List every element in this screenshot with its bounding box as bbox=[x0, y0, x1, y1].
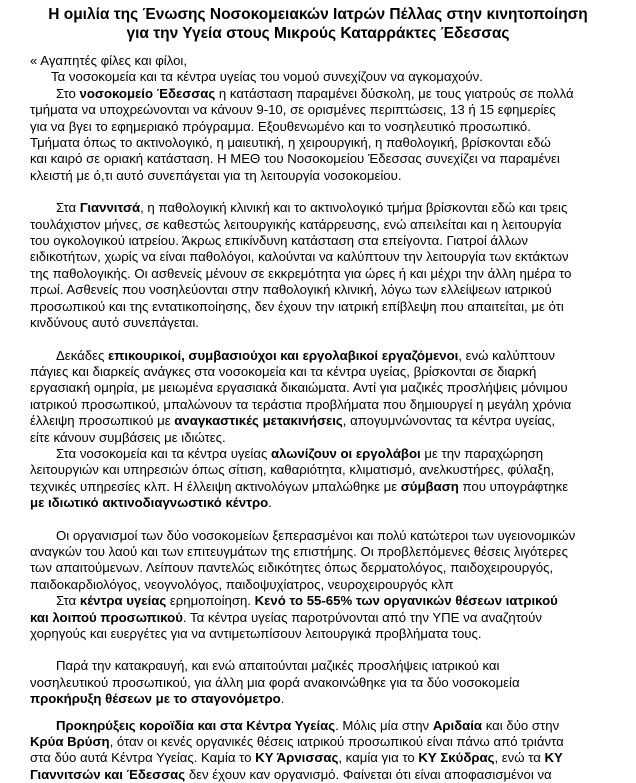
text-line: Στο νοσοκομείο Έδεσσας η κατάσταση παραμένει δύσκολη, με τους γιατρούς σε πολλά bbox=[56, 85, 574, 101]
text-line: ιατρικού προσωπικού, μπαλώνουν τα τεράστια προβλήματα που δημιουργεί η μεγάλη χρόνια bbox=[30, 396, 572, 412]
text-line: κλειστή με ό,τι αυτό συνεπάγεται για τη λειτουργία νοσοκομείου. bbox=[30, 167, 402, 183]
text-line: Δεκάδες επικουρικοί, συμβασιούχοι και εργολαβικοί εργαζόμενοι, ενώ καλύπτουν bbox=[56, 347, 555, 363]
text-line: πρωί. Ασθενείς που νοσηλεύονται στην παθολογική κλινική, λόγω των ελλείψεων ιατρικού bbox=[30, 282, 552, 298]
text-line: και λοιπού προσωπικού. Τα κέντρα υγείας παροτρύνονται από την ΥΠΕ να αναζητούν bbox=[30, 609, 542, 625]
text-line: αναγκών του λαού και των επιτευγμάτων της επιστήμης. Οι προβλεπόμενες θέσεις λιγότερες bbox=[30, 543, 568, 559]
text-line: με ιδιωτικό ακτινοδιαγνωστικό κέντρο. bbox=[30, 495, 272, 511]
text-line: τεχνικές υπηρεσίες κλπ. Η έλλειψη ακτινολόγων μπαλώθηκε με σύμβαση που υπογράφτηκε bbox=[30, 478, 569, 494]
text-line: λειτουργιών και υπηρεσιών όπως σίτιση, καθαριότητα, κλιματισμό, ανελκυστήρες, φύλαξη, bbox=[30, 462, 555, 478]
text-line: Κρύα Βρύση, όταν οι κενές οργανικές θέσεις ιατρικού προσωπικού είναι πάνω από τριάντα bbox=[30, 734, 564, 750]
text-line: έλλειψη προσωπικού με αναγκαστικές μετακινήσεις, απογυμνώνοντας τα κέντρα υγείας, bbox=[30, 413, 556, 429]
text-line: των απαιτούμενων. Λείπουν παντελώς ειδικότητες όπως δερματολόγος, παιδοχειρουργός, bbox=[30, 560, 554, 576]
text-line: ειδικοτήτων, χωρίς να είναι παθολόγοι, καλούνται να καλύπτουν την λειτουργία των εκτάκτων bbox=[30, 249, 569, 265]
text-line: Οι οργανισμοί των δύο νοσοκομείων ξεπερασμένοι και πολύ κατώτεροι των υγειονομικών bbox=[56, 527, 576, 543]
title-line-2: για την Υγεία στους Μικρούς Καταρράκτες Έδεσσας bbox=[126, 25, 510, 42]
text-line: νοσηλευτικού προσωπικού, για άλλη μια φορά ανακοινώθηκε για τα δύο νοσοκομεία bbox=[30, 674, 520, 690]
text-line: Στα νοσοκομεία και τα κέντρα υγείας αλωνίζουν οι εργολάβοι με την παραχώρηση bbox=[56, 445, 544, 461]
text-line: προσωπικού και της εντατικοποίησης, δεν έχουν την ιατρική επίβλεψη που απαιτείται, με ότι bbox=[30, 298, 564, 314]
text-line: Προκηρύξεις κοροϊδία και στα Κέντρα Υγείας. Μόλις μία στην Αριδαία και δύο στην bbox=[56, 717, 560, 733]
text-line: για να βγει το εφημεριακό πρόγραμμα. Εξουθενωμένο και το νοσηλευτικό προσωπικό. bbox=[30, 118, 531, 134]
text-line: και καιρό σε οριακή κατάσταση. Η ΜΕΘ του Νοσοκομείου Έδεσσας συνεχίζει να παραμένει bbox=[30, 151, 560, 167]
title-line-1: Η ομιλία της Ένωσης Νοσοκομειακών Ιατρών Πέλλας στην κινητοποίηση bbox=[48, 6, 588, 23]
speech-text bbox=[0, 53, 636, 783]
document-title bbox=[0, 5, 636, 43]
text-line: παιδοκαρδιολόγος, νεογνολόγος, παιδοψυχίατρος, νευροχειρουργός κλπ bbox=[30, 576, 454, 592]
text-line: εργασιακή ομηρία, με μειωμένα εργασιακά δικαιώματα. Αντί για μαζικές προσλήψεις μόνιμου bbox=[30, 380, 568, 396]
text-line: κινδύνους αυτό συνεπάγεται. bbox=[30, 315, 199, 331]
text-line: Στα Γιαννιτσά, η παθολογική κλινική και το ακτινολογικό τμήμα βρίσκονται εδώ και τρεις bbox=[56, 200, 568, 216]
text-line: Στα κέντρα υγείας ερημοποίηση. Κενό το 55-65% των οργανικών θέσεων ιατρικού bbox=[56, 593, 558, 609]
text-line: του ογκολογικού ιατρείου. Άκρως επικίνδυνη κατάσταση στα επείγοντα. Γιατροί άλλων bbox=[30, 233, 528, 249]
text-line: χορηγούς και ευεργέτες για να αντιμετωπίσουν λειτουργικά προβλήματα τους. bbox=[30, 626, 482, 641]
text-line: Τα νοσοκομεία και τα κέντρα υγείας του νομού συνεχίζουν να αγκομαχούν. bbox=[51, 69, 483, 85]
text-line: Παρά την κατακραυγή, και ενώ απαιτούνται μαζικές προσλήψεις ιατρικού και bbox=[56, 658, 500, 674]
text-line: Γιαννιτσών και Έδεσσας δεν έχουν καν οργανισμό. Φαίνεται ότι είναι αποφασισμένοι να bbox=[30, 766, 552, 782]
text-line: της παθολογικής. Οι ασθενείς μένουν σε εκκρεμότητα για ώρες ή και μέχρι την άλλη ημέρα το bbox=[30, 265, 572, 281]
text-line: « Αγαπητές φίλες και φίλοι, bbox=[30, 53, 188, 68]
text-line: είτε κάνουν συμβάσεις με ιδιώτες. bbox=[30, 429, 226, 445]
text-line: Τμήματα όπως το ακτινολογικό, η μαιευτική, η χειρουργική, η παθολογική, βρίσκονται εδώ bbox=[30, 135, 551, 151]
text-line: προκήρυξη θέσεων με το σταγονόμετρο. bbox=[30, 691, 285, 707]
text-line: στα δύο αυτά Κέντρα Υγείας. Καμία το ΚΥ Άρνισσας, καμία για το ΚΥ Σκύδρας, ενώ τα ΚΥ bbox=[30, 750, 563, 766]
text-line: τουλάχιστον μήνες, σε καθεστώς λειτουργικής κατάρρευσης, ενώ απειλείται και η λειτουργία bbox=[30, 216, 562, 232]
text-line: τμήματα να υποχρεώνονται να κάνουν 9-10, σε ορισμένες περιπτώσεις, 13 ή 15 εφημερίες bbox=[30, 102, 556, 118]
text-line: πάγιες και διαρκείς ανάγκες στα νοσοκομεία και τα κέντρα υγείας, βρίσκονται σε διαρκή bbox=[30, 363, 537, 379]
